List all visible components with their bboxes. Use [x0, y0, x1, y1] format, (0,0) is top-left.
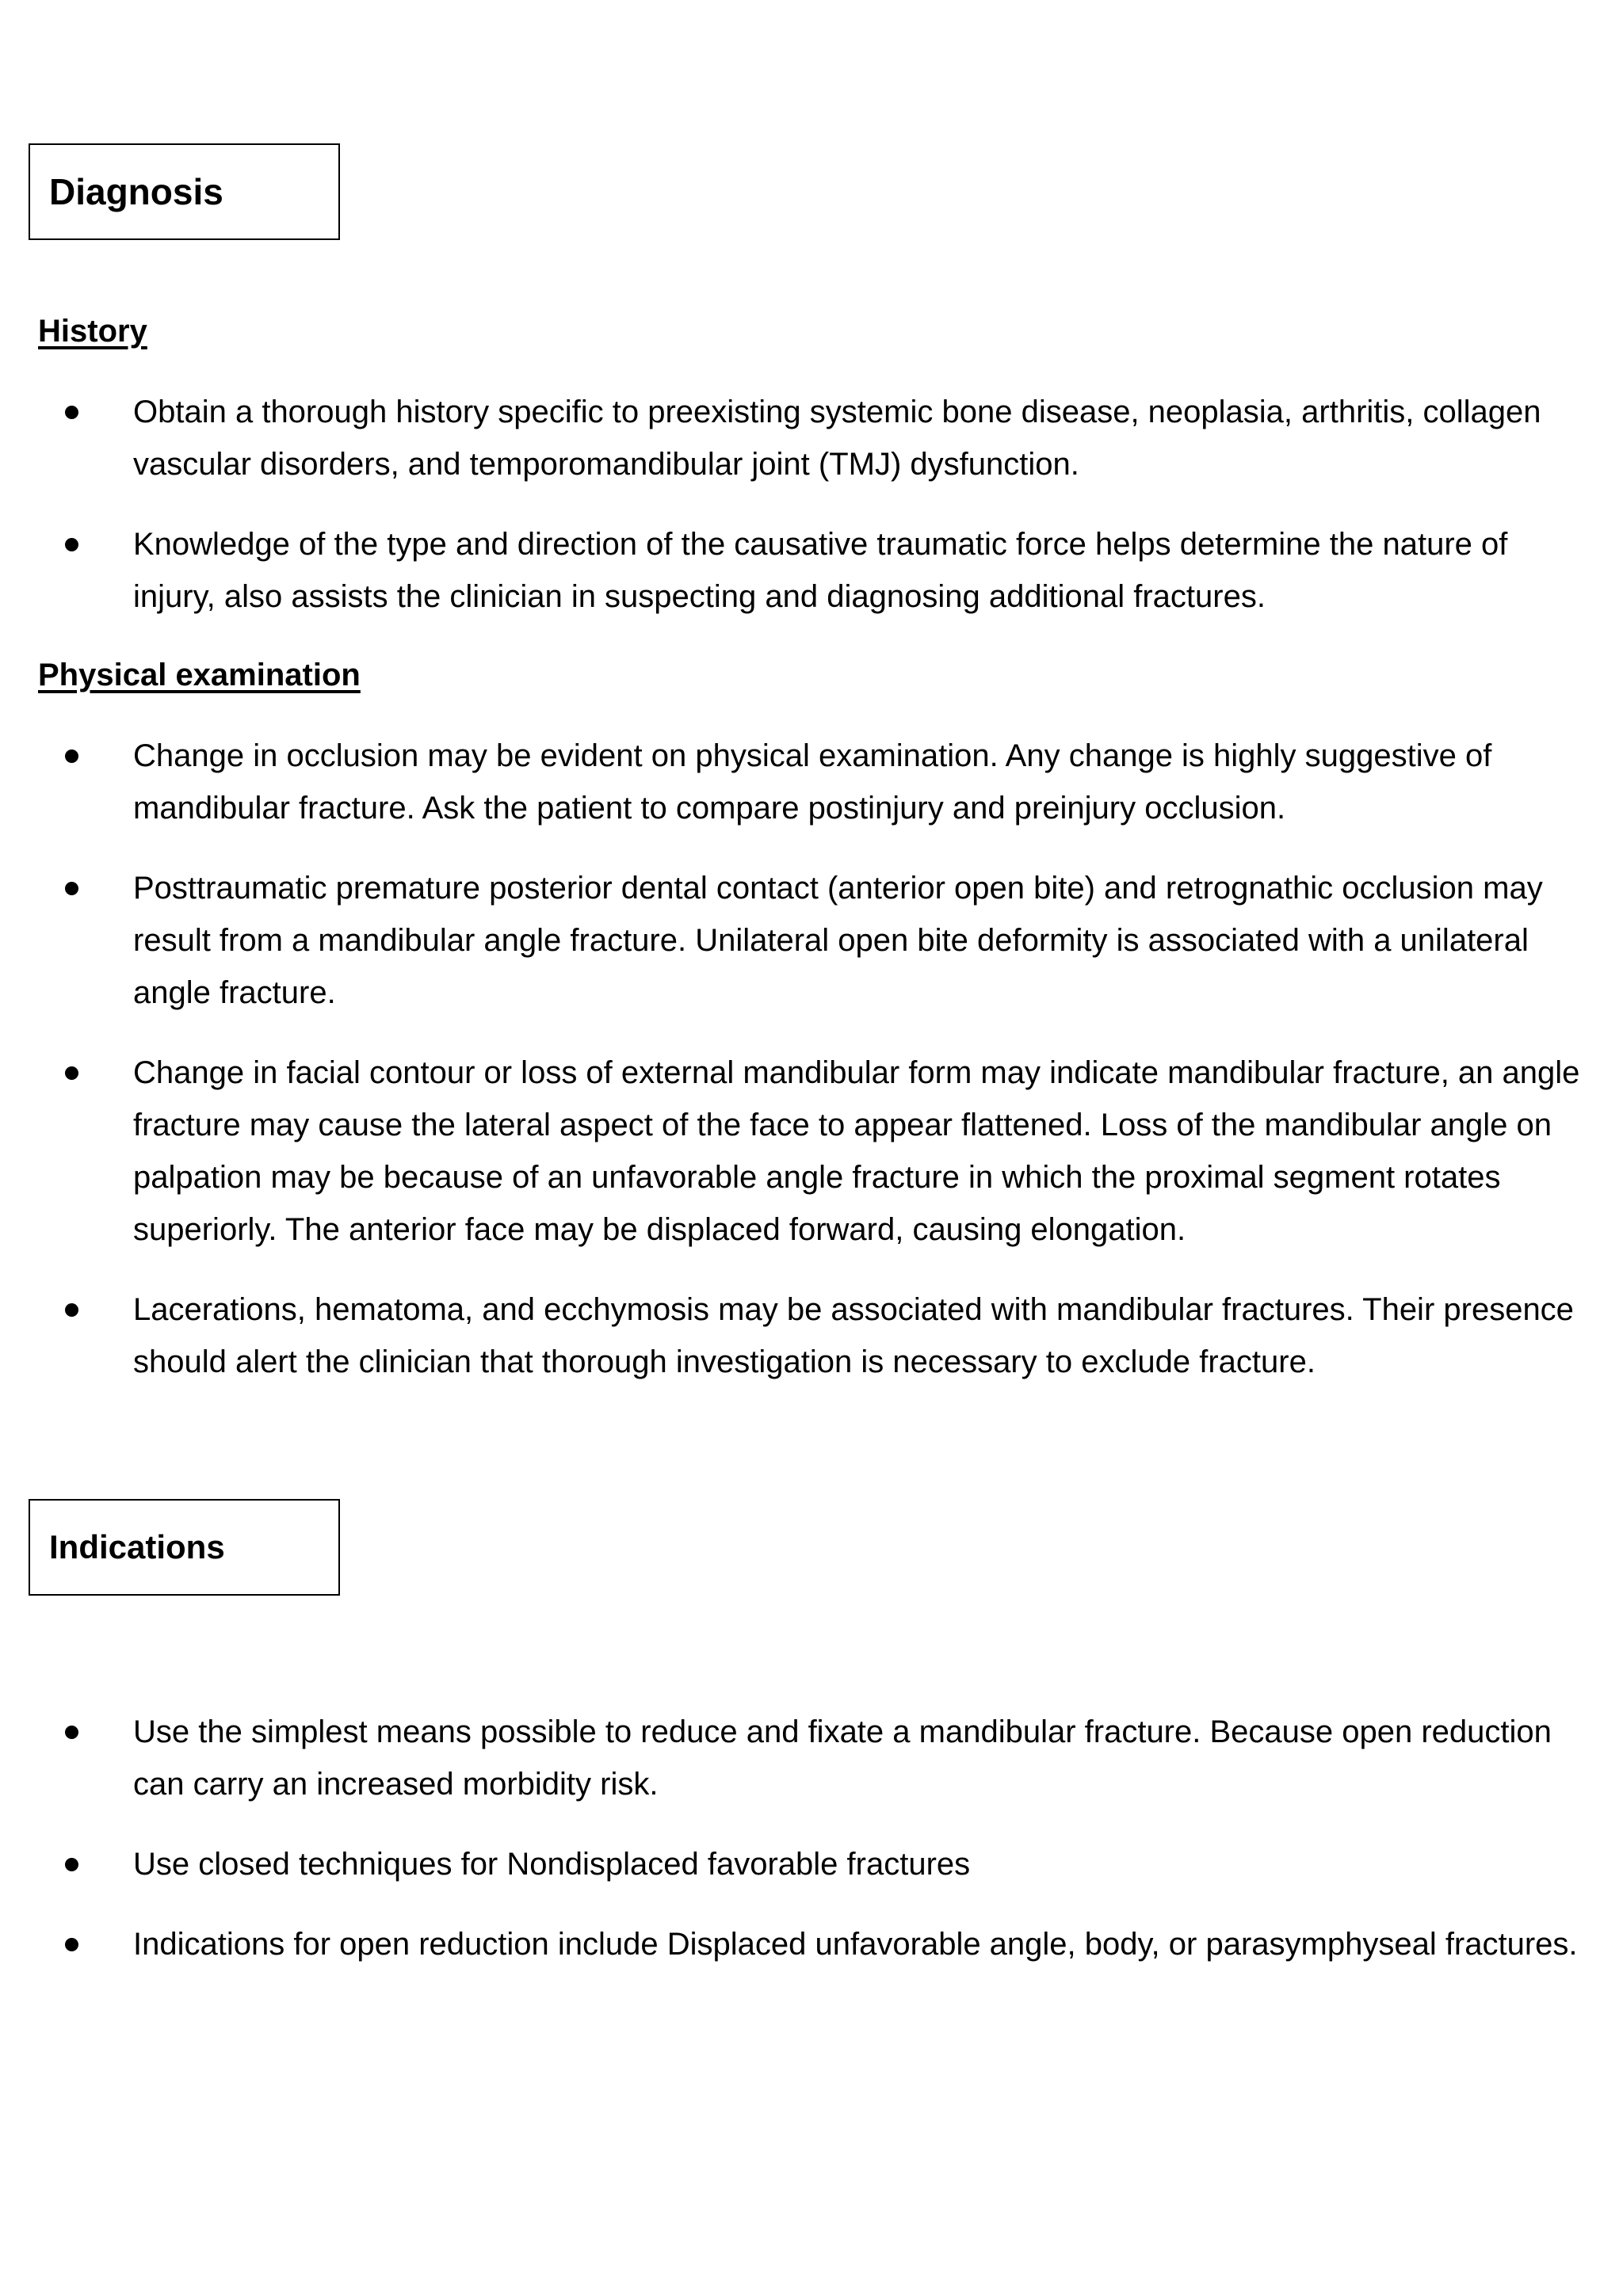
bullet-icon: [65, 882, 78, 895]
list-item-text: Knowledge of the type and direction of the causative traumatic force helps determine the nature of injury, also assists the clinician in suspecting and diagnosing additional fractures.: [133, 527, 1508, 614]
list-item-text: Change in facial contour or loss of external mandibular form may indicate mandibular fracture, an angle fracture may cause the lateral aspect of the face to appear flattened. Loss of the mandibular angle on palpation may be because of an unfavorable angle fracture in which the proximal segment rotates superiorly. The anterior face may be displaced forward, causing elongation.: [133, 1055, 1580, 1247]
bullet-icon: [65, 1726, 78, 1739]
list-item: [0, 386, 1623, 490]
physical-examination-list: [0, 730, 1623, 1416]
list-item: [0, 1838, 1623, 1890]
bullet-icon: [65, 1303, 78, 1317]
list-item-text: Obtain a thorough history specific to preexisting systemic bone disease, neoplasia, arthritis, collagen vascular disorders, and temporomandibular joint (TMJ) dysfunction.: [133, 395, 1541, 482]
list-item: [0, 862, 1623, 1019]
list-item-text: Posttraumatic premature posterior dental contact (anterior open bite) and retrognathic occlusion may result from a mandibular angle fracture. Unilateral open bite deformity is associated with a unilateral angle fracture.: [133, 871, 1543, 1010]
bullet-icon: [65, 538, 78, 551]
bullet-icon: [65, 1066, 78, 1080]
indications-section-title: [29, 1499, 340, 1596]
physical-examination-heading: Physical examination: [38, 658, 361, 692]
list-item: [0, 518, 1623, 623]
bullet-icon: [65, 1858, 78, 1871]
bullet-icon: [65, 1938, 78, 1951]
list-item-text: Use closed techniques for Nondisplaced favorable fractures: [133, 1847, 971, 1882]
list-item: [0, 1047, 1623, 1256]
bullet-icon: [65, 749, 78, 763]
list-item: [0, 1706, 1623, 1810]
history-heading: History: [38, 314, 147, 349]
history-list: [0, 386, 1623, 650]
list-item: [0, 1283, 1623, 1388]
list-item: [0, 1918, 1623, 1970]
indications-list: [0, 1706, 1623, 1998]
list-item-text: Indications for open reduction include Displaced unfavorable angle, body, or parasymphyseal fractures.: [133, 1927, 1578, 1962]
list-item-text: Use the simplest means possible to reduce and fixate a mandibular fracture. Because open reduction can carry an increased morbidity risk.: [133, 1714, 1552, 1802]
list-item-text: Lacerations, hematoma, and ecchymosis may be associated with mandibular fractures. Their presence should alert the clinician that thorough investigation is necessary to exclude fracture.: [133, 1292, 1574, 1379]
list-item-text: Change in occlusion may be evident on physical examination. Any change is highly suggestive of mandibular fracture. Ask the patient to compare postinjury and preinjury occlusion.: [133, 738, 1492, 826]
bullet-icon: [65, 406, 78, 419]
diagnosis-section-title: [29, 143, 340, 240]
list-item: [0, 730, 1623, 834]
diagnosis-title-text: Diagnosis: [49, 171, 223, 212]
indications-title-text: Indications: [49, 1528, 225, 1566]
